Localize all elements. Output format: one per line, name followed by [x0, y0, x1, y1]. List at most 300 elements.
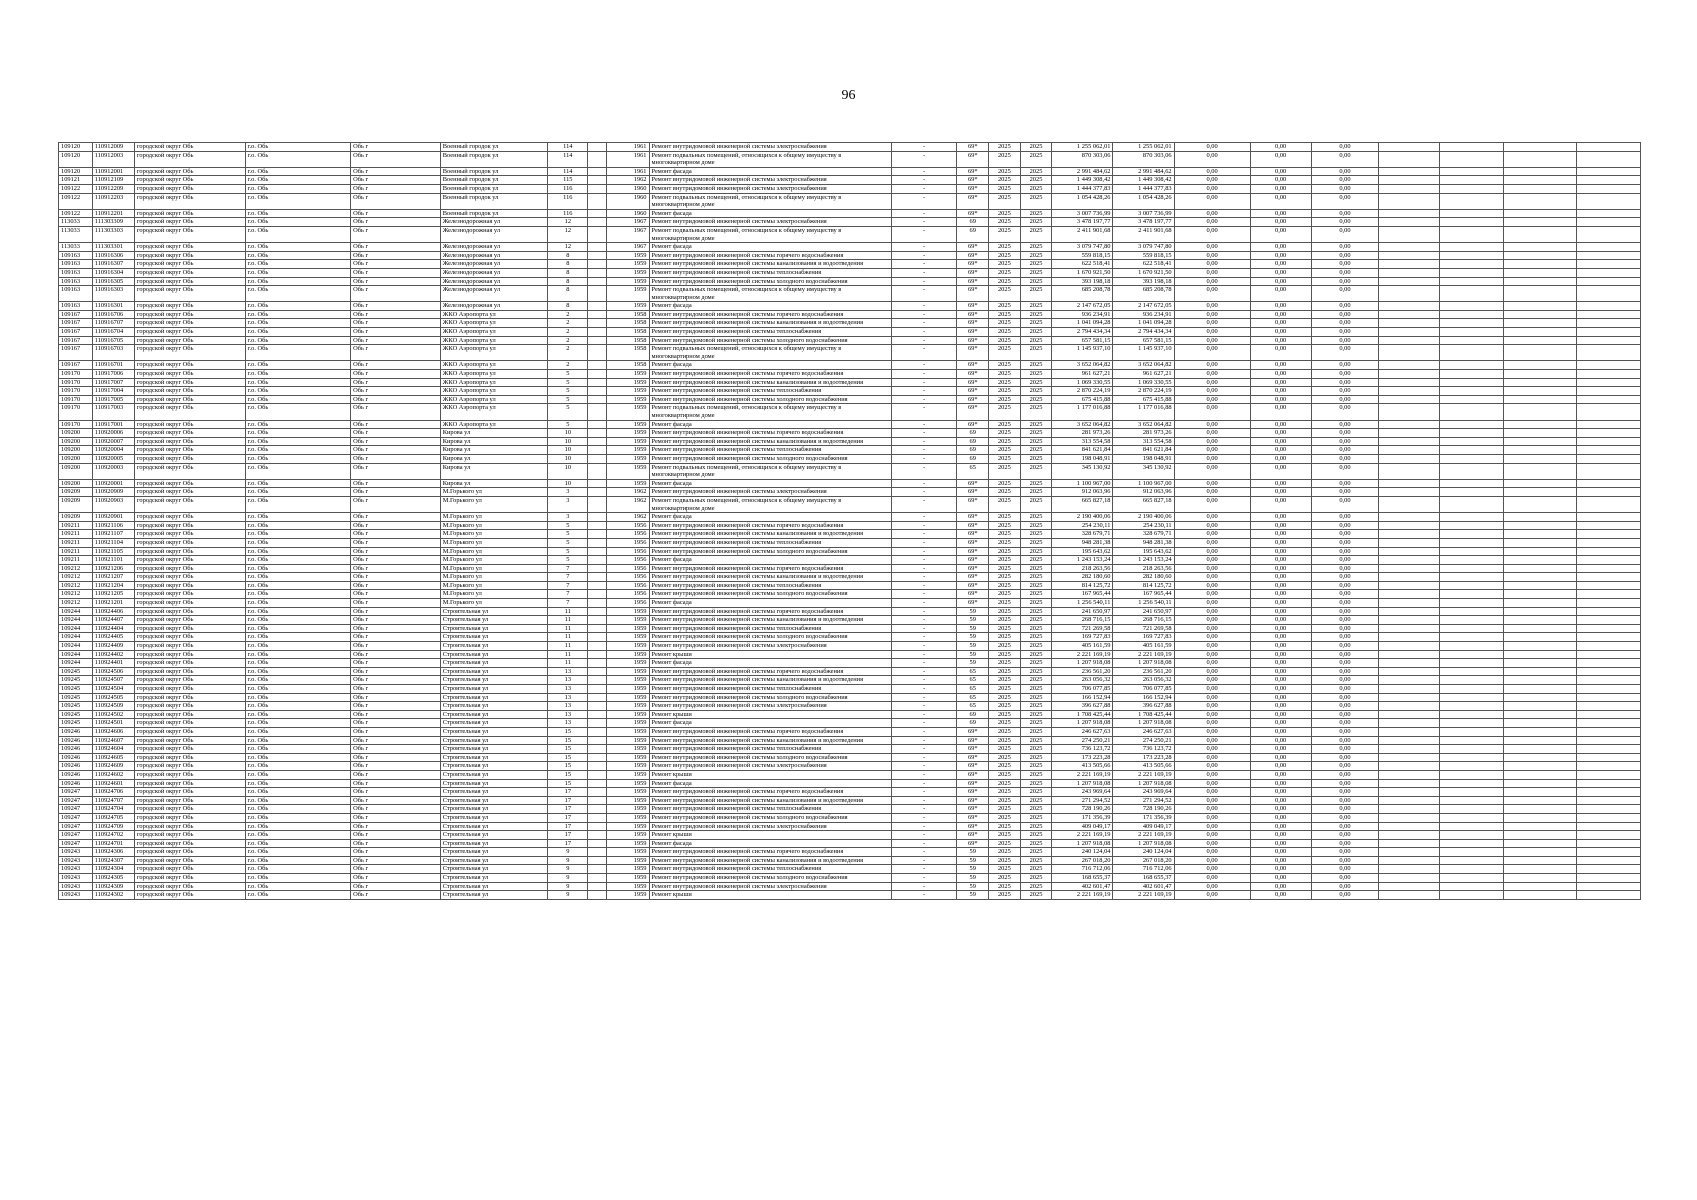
empty-cell [1503, 395, 1577, 404]
federal-cell: 0,00 [1174, 702, 1250, 711]
work-type-cell: Ремонт внутридомовой инженерной системы электроснабжения [649, 702, 892, 711]
year-built-cell: 1967 [607, 226, 649, 242]
year-built-cell: 1959 [607, 805, 649, 814]
empty-cell [1503, 361, 1577, 370]
fund-cost-cell: 236 561,20 [1113, 667, 1174, 676]
dash-cell: - [892, 693, 957, 702]
total-cost-cell: 1 256 540,11 [1052, 599, 1113, 608]
house-id-cell: 109212 [59, 564, 93, 573]
work-type-cell: Ремонт внутридомовой инженерной системы горячего водоснабжения [649, 788, 892, 797]
regional-cell: 0,00 [1250, 633, 1311, 642]
federal-cell: 0,00 [1174, 243, 1250, 252]
start-year-cell: 2025 [989, 176, 1021, 185]
local-cell: 0,00 [1311, 667, 1378, 676]
total-cost-cell: 2 221 169,19 [1052, 891, 1113, 900]
total-cost-cell: 218 263,56 [1052, 564, 1113, 573]
start-year-cell: 2025 [989, 302, 1021, 311]
empty-cell [1440, 218, 1503, 227]
work-type-cell: Ремонт крыши [649, 710, 892, 719]
house-id-cell: 109122 [59, 209, 93, 218]
empty-cell [1440, 387, 1503, 396]
wear-cell: 69 [957, 719, 989, 728]
district-cell: городской округ Обь [134, 268, 245, 277]
start-year-cell: 2025 [989, 446, 1021, 455]
district-cell: городской округ Обь [134, 176, 245, 185]
locality-cell: Обь г [351, 454, 441, 463]
work-id-cell: 110924405 [92, 633, 134, 642]
work-type-cell: Ремонт подвальных помещений, относящихся к общему имуществу в многоквартирном доме [649, 463, 892, 479]
start-year-cell: 2025 [989, 693, 1021, 702]
start-year-cell: 2025 [989, 463, 1021, 479]
work-id-cell: 110924602 [92, 770, 134, 779]
empty-cell [1503, 193, 1577, 209]
municipality-cell: г.о. Обь [245, 420, 350, 429]
work-type-cell: Ремонт внутридомовой инженерной системы горячего водоснабжения [649, 667, 892, 676]
local-cell: 0,00 [1311, 573, 1378, 582]
empty-cell [1503, 151, 1577, 167]
federal-cell: 0,00 [1174, 260, 1250, 269]
year-built-cell: 1958 [607, 319, 649, 328]
total-cost-cell: 841 621,84 [1052, 446, 1113, 455]
locality-cell: Обь г [351, 209, 441, 218]
street-cell: Железнодорожная ул [440, 302, 548, 311]
house-number-cell: 116 [548, 184, 588, 193]
wear-cell: 69* [957, 727, 989, 736]
year-built-cell: 1959 [607, 277, 649, 286]
locality-cell: Обь г [351, 437, 441, 446]
municipality-cell: г.о. Обь [245, 796, 350, 805]
end-year-cell: 2025 [1020, 167, 1052, 176]
regional-cell: 0,00 [1250, 218, 1311, 227]
end-year-cell: 2025 [1020, 659, 1052, 668]
locality-cell: Обь г [351, 538, 441, 547]
local-cell: 0,00 [1311, 404, 1378, 420]
empty-cell [1379, 446, 1440, 455]
year-built-cell: 1959 [607, 667, 649, 676]
start-year-cell: 2025 [989, 328, 1021, 337]
locality-cell: Обь г [351, 753, 441, 762]
regional-cell: 0,00 [1250, 479, 1311, 488]
fund-cost-cell: 728 190,26 [1113, 805, 1174, 814]
empty-cell [1503, 573, 1577, 582]
empty-cell [1379, 667, 1440, 676]
fund-cost-cell: 405 161,59 [1113, 642, 1174, 651]
work-id-cell: 110916703 [92, 345, 134, 361]
municipality-cell: г.о. Обь [245, 151, 350, 167]
fund-cost-cell: 1 207 918,08 [1113, 839, 1174, 848]
local-cell: 0,00 [1311, 624, 1378, 633]
federal-cell: 0,00 [1174, 496, 1250, 512]
district-cell: городской округ Обь [134, 286, 245, 302]
work-type-cell: Ремонт внутридомовой инженерной системы горячего водоснабжения [649, 607, 892, 616]
empty-cell [1440, 882, 1503, 891]
municipality-cell: г.о. Обь [245, 378, 350, 387]
building-cell [588, 556, 607, 565]
street-cell: М.Горького ул [440, 581, 548, 590]
work-id-cell: 110912109 [92, 176, 134, 185]
street-cell: Строительная ул [440, 779, 548, 788]
total-cost-cell: 345 130,92 [1052, 463, 1113, 479]
empty-cell [1503, 891, 1577, 900]
start-year-cell: 2025 [989, 702, 1021, 711]
start-year-cell: 2025 [989, 361, 1021, 370]
dash-cell: - [892, 831, 957, 840]
municipality-cell: г.о. Обь [245, 513, 350, 522]
street-cell: Строительная ул [440, 676, 548, 685]
end-year-cell: 2025 [1020, 184, 1052, 193]
total-cost-cell: 396 627,88 [1052, 702, 1113, 711]
local-cell: 0,00 [1311, 736, 1378, 745]
house-number-cell: 2 [548, 310, 588, 319]
house-number-cell: 10 [548, 479, 588, 488]
empty-cell [1440, 753, 1503, 762]
local-cell: 0,00 [1311, 719, 1378, 728]
federal-cell: 0,00 [1174, 395, 1250, 404]
house-id-cell: 109209 [59, 496, 93, 512]
work-id-cell: 110924409 [92, 642, 134, 651]
empty-cell [1379, 770, 1440, 779]
work-type-cell: Ремонт внутридомовой инженерной системы холодного водоснабжения [649, 454, 892, 463]
federal-cell: 0,00 [1174, 446, 1250, 455]
work-type-cell: Ремонт крыши [649, 770, 892, 779]
wear-cell: 69* [957, 260, 989, 269]
total-cost-cell: 246 627,63 [1052, 727, 1113, 736]
municipality-cell: г.о. Обь [245, 387, 350, 396]
building-cell [588, 513, 607, 522]
local-cell: 0,00 [1311, 564, 1378, 573]
building-cell [588, 387, 607, 396]
end-year-cell: 2025 [1020, 286, 1052, 302]
dash-cell: - [892, 624, 957, 633]
municipality-cell: г.о. Обь [245, 667, 350, 676]
regional-cell: 0,00 [1250, 538, 1311, 547]
house-number-cell: 15 [548, 727, 588, 736]
year-built-cell: 1962 [607, 176, 649, 185]
year-built-cell: 1961 [607, 151, 649, 167]
street-cell: Строительная ул [440, 848, 548, 857]
federal-cell: 0,00 [1174, 882, 1250, 891]
house-id-cell: 109244 [59, 650, 93, 659]
table-row [59, 521, 1641, 530]
start-year-cell: 2025 [989, 719, 1021, 728]
house-id-cell: 109120 [59, 151, 93, 167]
regional-cell: 0,00 [1250, 209, 1311, 218]
house-id-cell: 109121 [59, 176, 93, 185]
federal-cell: 0,00 [1174, 779, 1250, 788]
street-cell: Строительная ул [440, 839, 548, 848]
locality-cell: Обь г [351, 488, 441, 497]
wear-cell: 59 [957, 891, 989, 900]
local-cell: 0,00 [1311, 209, 1378, 218]
district-cell: городской округ Обь [134, 547, 245, 556]
end-year-cell: 2025 [1020, 607, 1052, 616]
house-number-cell: 11 [548, 616, 588, 625]
end-year-cell: 2025 [1020, 420, 1052, 429]
empty-cell [1577, 693, 1641, 702]
year-built-cell: 1960 [607, 184, 649, 193]
year-built-cell: 1956 [607, 599, 649, 608]
federal-cell: 0,00 [1174, 831, 1250, 840]
house-number-cell: 15 [548, 745, 588, 754]
table-row [59, 676, 1641, 685]
year-built-cell: 1959 [607, 891, 649, 900]
building-cell [588, 564, 607, 573]
regional-cell: 0,00 [1250, 848, 1311, 857]
local-cell: 0,00 [1311, 813, 1378, 822]
empty-cell [1379, 762, 1440, 771]
empty-cell [1577, 564, 1641, 573]
dash-cell: - [892, 143, 957, 152]
municipality-cell: г.о. Обь [245, 302, 350, 311]
fund-cost-cell: 665 827,18 [1113, 496, 1174, 512]
empty-cell [1440, 268, 1503, 277]
municipality-cell: г.о. Обь [245, 633, 350, 642]
federal-cell: 0,00 [1174, 167, 1250, 176]
work-type-cell: Ремонт подвальных помещений, относящихся к общему имуществу в многоквартирном доме [649, 404, 892, 420]
wear-cell: 69* [957, 796, 989, 805]
work-type-cell: Ремонт внутридомовой инженерной системы теплоснабжения [649, 387, 892, 396]
start-year-cell: 2025 [989, 209, 1021, 218]
house-number-cell: 8 [548, 260, 588, 269]
street-cell: М.Горького ул [440, 513, 548, 522]
work-id-cell: 110917003 [92, 404, 134, 420]
dash-cell: - [892, 564, 957, 573]
wear-cell: 69* [957, 770, 989, 779]
building-cell [588, 702, 607, 711]
local-cell: 0,00 [1311, 882, 1378, 891]
empty-cell [1440, 496, 1503, 512]
local-cell: 0,00 [1311, 463, 1378, 479]
work-id-cell: 110917004 [92, 387, 134, 396]
street-cell: Железнодорожная ул [440, 260, 548, 269]
table-row [59, 260, 1641, 269]
fund-cost-cell: 3 652 064,82 [1113, 420, 1174, 429]
building-cell [588, 496, 607, 512]
fund-cost-cell: 246 627,63 [1113, 727, 1174, 736]
empty-cell [1577, 650, 1641, 659]
total-cost-cell: 2 221 169,19 [1052, 770, 1113, 779]
work-type-cell: Ремонт внутридомовой инженерной системы горячего водоснабжения [649, 848, 892, 857]
fund-cost-cell: 328 679,71 [1113, 530, 1174, 539]
regional-cell: 0,00 [1250, 143, 1311, 152]
dash-cell: - [892, 599, 957, 608]
empty-cell [1440, 581, 1503, 590]
municipality-cell: г.о. Обь [245, 891, 350, 900]
start-year-cell: 2025 [989, 891, 1021, 900]
empty-cell [1440, 719, 1503, 728]
table-row [59, 839, 1641, 848]
federal-cell: 0,00 [1174, 813, 1250, 822]
empty-cell [1440, 556, 1503, 565]
total-cost-cell: 665 827,18 [1052, 496, 1113, 512]
street-cell: Строительная ул [440, 693, 548, 702]
house-id-cell: 109244 [59, 616, 93, 625]
total-cost-cell: 2 221 169,19 [1052, 650, 1113, 659]
empty-cell [1440, 167, 1503, 176]
wear-cell: 69* [957, 151, 989, 167]
empty-cell [1503, 547, 1577, 556]
fund-cost-cell: 409 049,17 [1113, 822, 1174, 831]
street-cell: М.Горького ул [440, 599, 548, 608]
municipality-cell: г.о. Обь [245, 642, 350, 651]
work-type-cell: Ремонт внутридомовой инженерной системы канализования и водоотведения [649, 378, 892, 387]
regional-cell: 0,00 [1250, 796, 1311, 805]
empty-cell [1379, 882, 1440, 891]
house-id-cell: 109247 [59, 796, 93, 805]
house-id-cell: 109247 [59, 788, 93, 797]
empty-cell [1577, 822, 1641, 831]
work-type-cell: Ремонт внутридомовой инженерной системы холодного водоснабжения [649, 547, 892, 556]
work-type-cell: Ремонт внутридомовой инженерной системы холодного водоснабжения [649, 813, 892, 822]
street-cell: Строительная ул [440, 865, 548, 874]
wear-cell: 69* [957, 547, 989, 556]
empty-cell [1503, 856, 1577, 865]
fund-cost-cell: 1 444 377,83 [1113, 184, 1174, 193]
municipality-cell: г.о. Обь [245, 538, 350, 547]
dash-cell: - [892, 796, 957, 805]
regional-cell: 0,00 [1250, 616, 1311, 625]
district-cell: городской округ Обь [134, 770, 245, 779]
empty-cell [1440, 345, 1503, 361]
house-id-cell: 113033 [59, 226, 93, 242]
empty-cell [1577, 370, 1641, 379]
house-number-cell: 15 [548, 753, 588, 762]
wear-cell: 69* [957, 310, 989, 319]
end-year-cell: 2025 [1020, 370, 1052, 379]
work-type-cell: Ремонт фасада [649, 719, 892, 728]
building-cell [588, 659, 607, 668]
street-cell: Строительная ул [440, 788, 548, 797]
dash-cell: - [892, 874, 957, 883]
district-cell: городской округ Обь [134, 378, 245, 387]
district-cell: городской округ Обь [134, 167, 245, 176]
empty-cell [1503, 378, 1577, 387]
work-type-cell: Ремонт фасада [649, 167, 892, 176]
empty-cell [1503, 556, 1577, 565]
start-year-cell: 2025 [989, 286, 1021, 302]
dash-cell: - [892, 151, 957, 167]
local-cell: 0,00 [1311, 839, 1378, 848]
federal-cell: 0,00 [1174, 488, 1250, 497]
empty-cell [1577, 496, 1641, 512]
start-year-cell: 2025 [989, 513, 1021, 522]
district-cell: городской округ Обь [134, 839, 245, 848]
year-built-cell: 1959 [607, 395, 649, 404]
local-cell: 0,00 [1311, 693, 1378, 702]
total-cost-cell: 1 207 918,08 [1052, 839, 1113, 848]
locality-cell: Обь г [351, 310, 441, 319]
locality-cell: Обь г [351, 624, 441, 633]
work-type-cell: Ремонт внутридомовой инженерной системы электроснабжения [649, 642, 892, 651]
work-type-cell: Ремонт внутридомовой инженерной системы канализования и водоотведения [649, 573, 892, 582]
house-number-cell: 17 [548, 839, 588, 848]
locality-cell: Обь г [351, 226, 441, 242]
locality-cell: Обь г [351, 659, 441, 668]
start-year-cell: 2025 [989, 538, 1021, 547]
federal-cell: 0,00 [1174, 865, 1250, 874]
federal-cell: 0,00 [1174, 184, 1250, 193]
table-row [59, 856, 1641, 865]
empty-cell [1577, 260, 1641, 269]
district-cell: городской округ Обь [134, 573, 245, 582]
building-cell [588, 328, 607, 337]
district-cell: городской округ Обь [134, 796, 245, 805]
locality-cell: Обь г [351, 839, 441, 848]
work-id-cell: 110916701 [92, 361, 134, 370]
local-cell: 0,00 [1311, 454, 1378, 463]
wear-cell: 69* [957, 496, 989, 512]
work-type-cell: Ремонт внутридомовой инженерной системы электроснабжения [649, 488, 892, 497]
house-number-cell: 13 [548, 676, 588, 685]
house-id-cell: 109246 [59, 770, 93, 779]
building-cell [588, 616, 607, 625]
end-year-cell: 2025 [1020, 437, 1052, 446]
district-cell: городской округ Обь [134, 251, 245, 260]
total-cost-cell: 236 561,20 [1052, 667, 1113, 676]
work-id-cell: 110920006 [92, 429, 134, 438]
table-row [59, 616, 1641, 625]
empty-cell [1503, 370, 1577, 379]
fund-cost-cell: 2 147 672,05 [1113, 302, 1174, 311]
empty-cell [1577, 753, 1641, 762]
dash-cell: - [892, 856, 957, 865]
regional-cell: 0,00 [1250, 310, 1311, 319]
year-built-cell: 1959 [607, 831, 649, 840]
empty-cell [1503, 839, 1577, 848]
locality-cell: Обь г [351, 676, 441, 685]
fund-cost-cell: 1 177 016,88 [1113, 404, 1174, 420]
wear-cell: 69* [957, 839, 989, 848]
dash-cell: - [892, 762, 957, 771]
start-year-cell: 2025 [989, 822, 1021, 831]
total-cost-cell: 1 255 062,01 [1052, 143, 1113, 152]
total-cost-cell: 274 250,21 [1052, 736, 1113, 745]
house-number-cell: 9 [548, 856, 588, 865]
empty-cell [1503, 488, 1577, 497]
district-cell: городской округ Обь [134, 463, 245, 479]
street-cell: Строительная ул [440, 702, 548, 711]
end-year-cell: 2025 [1020, 719, 1052, 728]
table-row [59, 642, 1641, 651]
wear-cell: 69* [957, 268, 989, 277]
table-row [59, 779, 1641, 788]
house-number-cell: 5 [548, 556, 588, 565]
work-id-cell: 110924609 [92, 762, 134, 771]
end-year-cell: 2025 [1020, 702, 1052, 711]
total-cost-cell: 328 679,71 [1052, 530, 1113, 539]
wear-cell: 69* [957, 378, 989, 387]
dash-cell: - [892, 277, 957, 286]
work-type-cell: Ремонт внутридомовой инженерной системы горячего водоснабжения [649, 564, 892, 573]
empty-cell [1577, 404, 1641, 420]
empty-cell [1440, 813, 1503, 822]
municipality-cell: г.о. Обь [245, 521, 350, 530]
fund-cost-cell: 171 356,39 [1113, 813, 1174, 822]
table-row [59, 454, 1641, 463]
work-type-cell: Ремонт внутридомовой инженерной системы теплоснабжения [649, 685, 892, 694]
regional-cell: 0,00 [1250, 745, 1311, 754]
year-built-cell: 1962 [607, 488, 649, 497]
dash-cell: - [892, 328, 957, 337]
work-type-cell: Ремонт внутридомовой инженерной системы холодного водоснабжения [649, 753, 892, 762]
dash-cell: - [892, 496, 957, 512]
wear-cell: 69* [957, 538, 989, 547]
house-number-cell: 17 [548, 813, 588, 822]
federal-cell: 0,00 [1174, 573, 1250, 582]
wear-cell: 69* [957, 779, 989, 788]
locality-cell: Обь г [351, 745, 441, 754]
house-id-cell: 109246 [59, 779, 93, 788]
